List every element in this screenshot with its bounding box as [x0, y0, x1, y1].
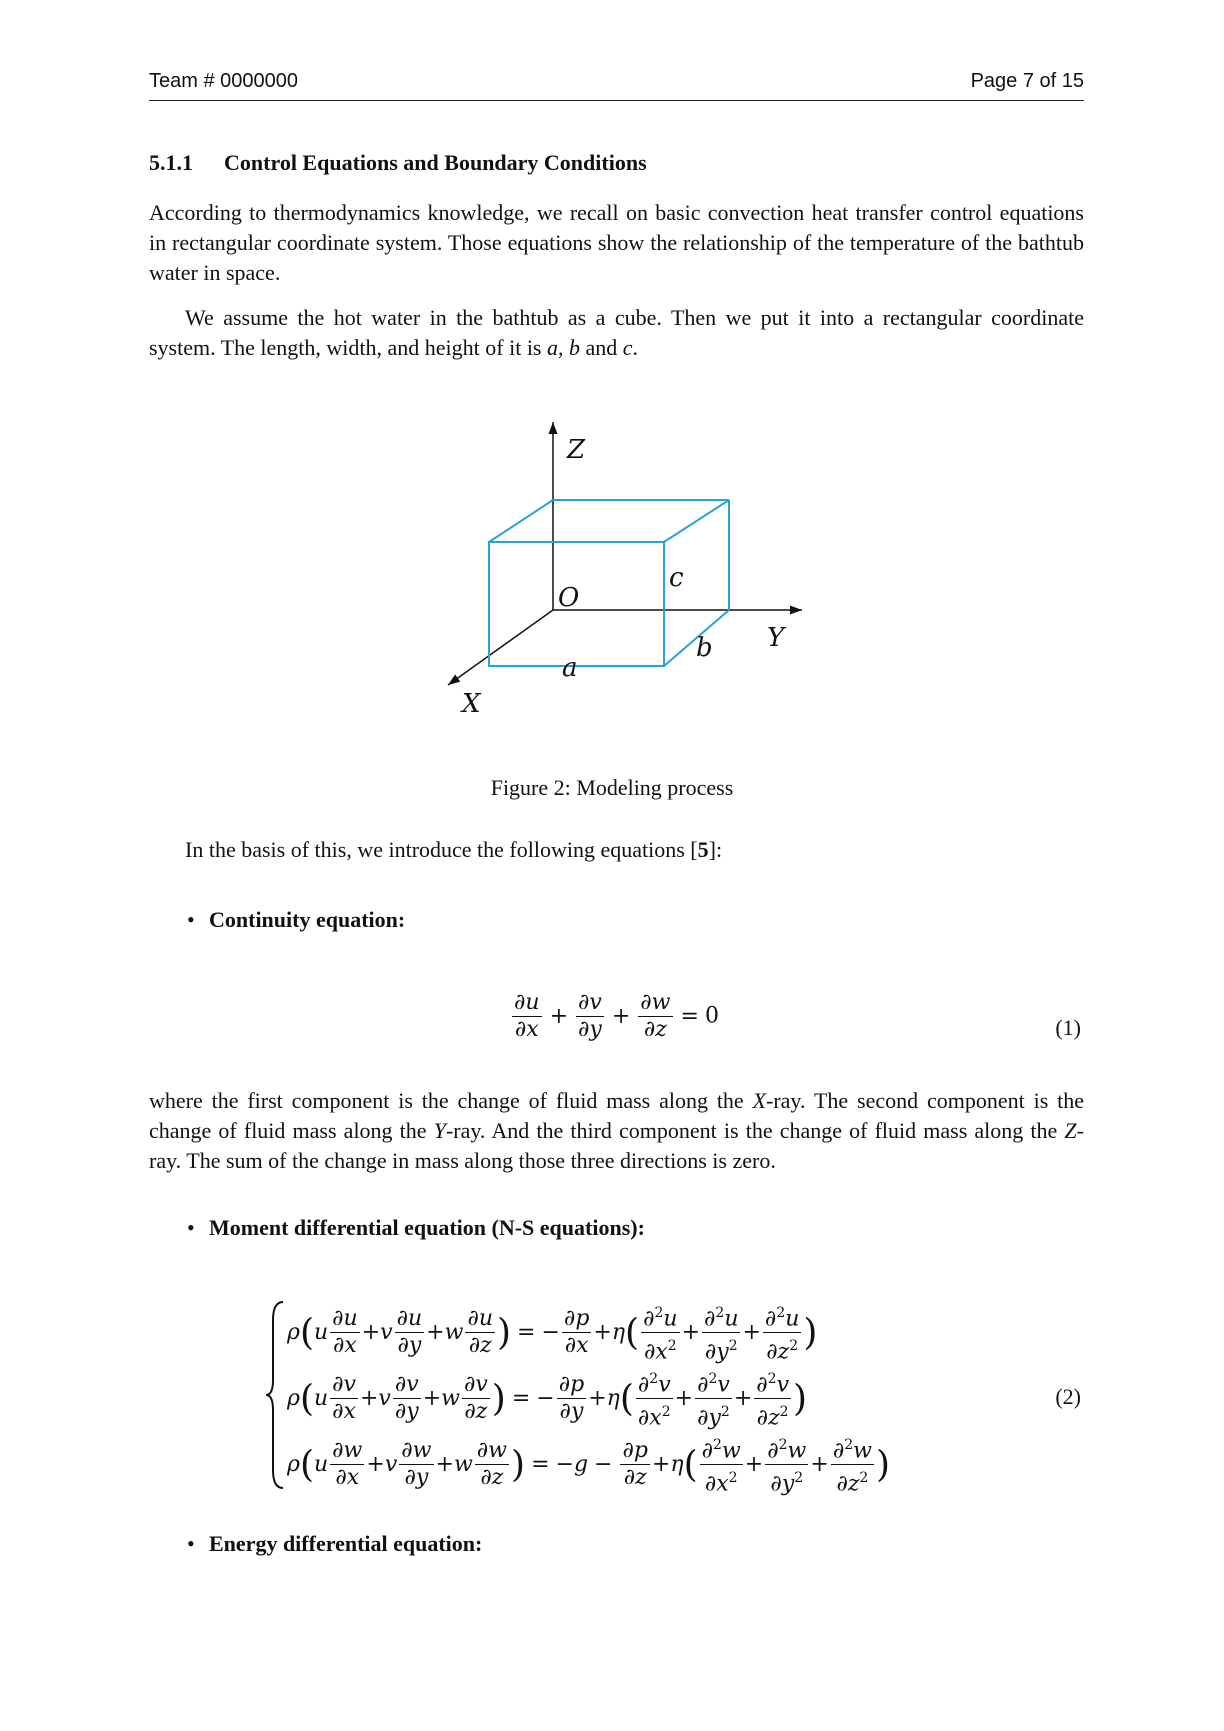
paragraph-intro: According to thermodynamics knowledge, we recall on basic convection heat transfer control equations in rectangular coordinate system. Those equations show the relationship of the temperature of the bathtub water in space.	[149, 200, 1084, 285]
x-axis	[448, 610, 553, 685]
var-Z: Z	[1064, 1118, 1077, 1143]
bullet-moment	[187, 1215, 645, 1241]
text-run: -ray. The sum of the change in mass along those three directions is zero.	[149, 1118, 1084, 1173]
ns-row-u: ρ(u $\frac{\partial u}{\partial x}$ +v $\frac{\partial u}{\partial y}$ +w $\frac{\partial u}{\partial z}$ ) = − $\frac{\partial p}{\partial x}$ +η( $\frac{\partial^2u}{\partial x^2}$ + $\frac{\partial^2u}{\partial y^2}$ + $\frac{\partial^2u}{\partial z^2}$ )	[287, 1300, 817, 1366]
text-run: -ray. And the third component is the change of fluid mass along the	[445, 1118, 1065, 1143]
ns-row-w: ρ(u $\frac{\partial w}{\partial x}$ +v $\frac{\partial w}{\partial y}$ +w $\frac{\partial w}{\partial z}$ ) = −g − $\frac{\partial p}{\partial z}$ +η( $\frac{\partial^2w}{\partial x^2}$ + $\frac{\partial^2w}{\partial y^2}$ + $\frac{\partial^2w}{\partial z^2}$ )	[287, 1432, 890, 1498]
bullet-label: Moment differential equation (N-S equations):	[209, 1215, 645, 1240]
label-b: b	[696, 633, 713, 663]
text-run: We assume the hot water in the bathtub as a cube. Then we put it into a rectangular coordinate system. The length, width, and height of it is	[149, 305, 1084, 360]
left-brace	[265, 1300, 285, 1490]
label-X: X	[462, 689, 481, 719]
equation-continuity: $\frac{\partial u}{\partial x}$ + $\frac{\partial v}{\partial y}$ + $\frac{\partial w}{\partial z}$ = 0	[514, 990, 719, 1042]
header-page-number: Page 7 of 15	[970, 70, 1084, 92]
citation-link[interactable]: 5	[697, 837, 709, 862]
var-X: X	[752, 1088, 767, 1113]
paragraph-continuity-explanation	[149, 1086, 1084, 1176]
section-title: Control Equations and Boundary Conditions	[224, 150, 647, 175]
cube-diagram	[440, 410, 820, 730]
text-run: and	[580, 335, 623, 360]
bullet-label: Energy differential equation:	[209, 1531, 483, 1556]
text-run: ]:	[708, 837, 723, 862]
label-O: O	[558, 583, 580, 613]
bullet-dot-icon: •	[187, 1531, 195, 1556]
ns-row-v: ρ(u $\frac{\partial v}{\partial x}$ +v $\frac{\partial v}{\partial y}$ +w $\frac{\partial v}{\partial z}$ ) = − $\frac{\partial p}{\partial y}$ +η( $\frac{\partial^2v}{\partial x^2}$ + $\frac{\partial^2v}{\partial y^2}$ + $\frac{\partial^2v}{\partial z^2}$ )	[287, 1366, 807, 1432]
section-number: 5.1.1	[149, 150, 193, 175]
var-c: c	[622, 335, 633, 360]
cube	[489, 500, 729, 666]
text-run: .	[632, 335, 639, 360]
var-a: a	[547, 335, 558, 360]
label-a: a	[562, 653, 578, 683]
label-Y: Y	[767, 623, 785, 653]
var-Y: Y	[433, 1118, 446, 1143]
label-c: c	[669, 563, 684, 593]
equation-number-2: (2)	[1055, 1384, 1081, 1409]
label-Z: Z	[567, 435, 586, 465]
section-heading	[149, 150, 647, 176]
bullet-continuity	[187, 907, 405, 933]
text-run: ,	[558, 335, 569, 360]
bullet-dot-icon: •	[187, 1215, 195, 1240]
paragraph-cube	[149, 303, 1084, 363]
header-rule	[149, 100, 1084, 101]
text-run: In the basis of this, we introduce the following equations [	[185, 837, 698, 862]
paragraph-equations-intro	[185, 835, 1085, 865]
bullet-label: Continuity equation:	[209, 907, 406, 932]
equation-number-1: (1)	[1055, 1015, 1081, 1040]
text-run: -ray. The second component is the change of fluid mass along the	[149, 1088, 1084, 1143]
bullet-dot-icon: •	[187, 907, 195, 932]
figure-caption: Figure 2: Modeling process	[490, 775, 734, 800]
bullet-energy	[187, 1531, 482, 1557]
var-b: b	[569, 335, 580, 360]
header-team: Team # 0000000	[149, 70, 299, 92]
text-run: where the first component is the change of fluid mass along the	[149, 1088, 753, 1113]
